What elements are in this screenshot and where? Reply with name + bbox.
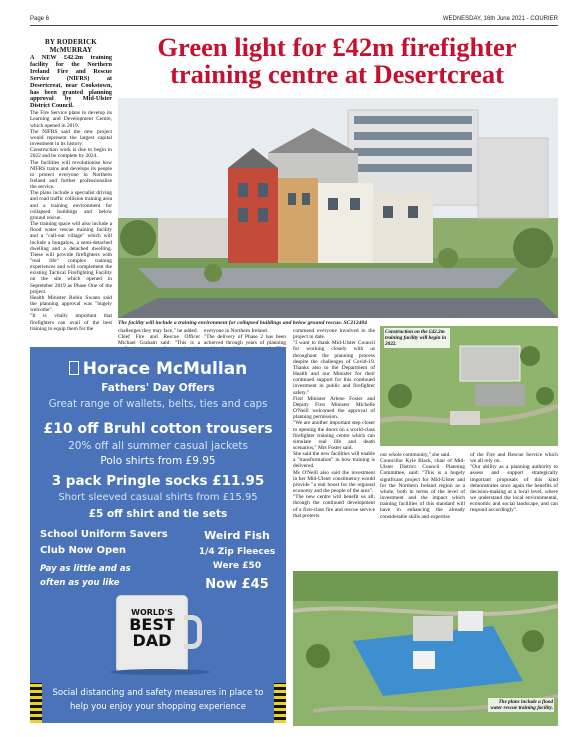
article-paragraph: The NIFRS said the new project would represent the largest capital investment in its history.	[30, 128, 112, 148]
advert-pay-line-2: often as you like	[40, 578, 120, 588]
advert-offer-trousers: £10 off Bruhl cotton trousers	[43, 421, 273, 437]
byline: BY RODERICK McMURRAY	[45, 38, 97, 54]
mug-text-best: BEST	[129, 615, 175, 634]
advert-offer-shirts: Short sleeved casual shirts from £15.95	[58, 492, 258, 503]
map-caption: Construction on the £42.2m training facility will begin in 2022.	[384, 328, 450, 348]
article-paragraph: Health Minister Robin Swann said the planning approval was "hugely welcome".	[30, 294, 112, 314]
article-paragraph: "The delivery of Phase 2 has been achieved through years of planning	[204, 334, 286, 347]
article-column-1	[30, 55, 112, 345]
advert-school-line-2: Club Now Open	[40, 545, 127, 556]
article-paragraph: The training space will also include a flood water rescue training facility and a "call-out village" which will include a bungalow, a semi-detached dwelling and a detached dwelling. These will provide firefighters with "real life" complex training experiences and will complement the existing Tactical Firefighting Facility on the site which opened in September 2019 as Phase One of the project.	[30, 221, 112, 295]
article-column-5	[380, 452, 465, 568]
article-column-4	[293, 328, 375, 568]
article-paragraph: Ms O'Neill also said the investment in her Mid-Ulster constituency would provide "a real boost for the regional economy and the people of the area".	[293, 469, 375, 495]
advert-school-line-1: School Uniform Savers	[40, 529, 168, 540]
article-paragraph: "Our ability as a planning authority to assess and support strategically important proposals of this kind demonstrates once again the benefits of decision-making at a local level, where we understand the local environmental, economic and social landscape, and can respond accordingly".	[470, 464, 558, 514]
dateline: WEDNESDAY, 16th June 2021 - COURIER	[442, 16, 558, 22]
mug-handle	[184, 615, 202, 649]
aerial-photo-caption: The plans include a flood water rescue training facility.	[488, 698, 554, 712]
advert-offer-tie-sets: £5 off shirt and tie sets	[88, 508, 228, 520]
worlds-best-dad-mug	[116, 595, 188, 673]
article-paragraph: everyone in Northern Ireland.	[204, 328, 269, 334]
article-paragraph: First Minister Arlene Foster and Deputy First Minister Michelle O'Neill welcomed the approval of planning permission.	[293, 395, 375, 421]
article-paragraph: challenges they may face," he added.	[118, 328, 198, 334]
page-header	[30, 16, 558, 26]
article-paragraph: She said the new facilities will enable a "transformation" in how training is delivered.	[293, 451, 375, 470]
article-paragraph: "I want to thank Mid-Ulster Council for working closely with us throughout the planning process despite the challenges of Covid-19. Thanks also to the Department of Health and our Minister for their continued support for this continued investment in public and firefighter safety."	[293, 340, 375, 396]
article-paragraph: Councillor Kyle Black, chair of Mid-Ulster District Council Planning Committee, said: "This is a hugely significant project for Mid-Ulster and for the Northern Ireland region as a whole, both in terms of the level of investment and the impact which training facilities of this standard will have in enhancing the already considerable skills and expertise	[380, 458, 465, 520]
article-column-3	[204, 328, 286, 348]
article-paragraph: "We are another important step closer to opening the doors on a world-class firefighter training centre which can simulate real life and death scenarios," Mrs Foster said.	[293, 420, 375, 451]
headline: Green light for £42m firefighter training centre at Desertcreat	[157, 32, 517, 89]
advert-pay-line-1: Pay as little and as	[40, 564, 131, 574]
mug-text-dad: DAD	[132, 631, 172, 650]
article-paragraph: "It is vitally important that firefighters can avail of the best training to equip them for the	[30, 313, 112, 332]
mug-text-worlds: WORLD'S	[131, 608, 173, 617]
advert-footer-line-2: help you enjoy your shopping experience	[70, 702, 246, 712]
advert-subtitle: Fathers' Day Offers	[101, 382, 215, 394]
article-paragraph: The plans include a specialist driving and road traffic collision training area and a training environment for collapsed buildings and below ground rescue.	[30, 190, 112, 221]
article-paragraph: "The new centre will benefit us all; through the continued development of a first-class fire and rescue service that protects	[293, 494, 375, 519]
article-paragraph: our whole community," she said.	[380, 452, 451, 458]
building-render-photo	[118, 98, 558, 318]
building-render-image	[118, 98, 558, 318]
article-column-6	[470, 452, 558, 568]
article-column-2	[118, 328, 200, 348]
mug-shadow	[110, 669, 210, 675]
advert-zip-fleeces: 1/4 Zip Fleeces	[198, 547, 276, 557]
advert-brand-text: Horace McMullan	[82, 359, 248, 379]
page-number: Page 6	[30, 16, 50, 22]
article-paragraph: commend everyone involved in the project to date.	[293, 328, 375, 341]
advert-tagline: Great range of wallets, belts, ties and caps	[48, 399, 268, 410]
advert-brand	[30, 359, 286, 379]
advert-now-price: Now £45	[205, 577, 269, 592]
article-paragraph: Construction work is due to begin in 2022 and be complete by 2024.	[30, 147, 112, 160]
clock-tower-icon	[69, 361, 79, 375]
article-paragraph: The facilities will revolutionise how NIFRS trains and develops its people to protect everyone in Northern Ireland and further professionalise the service.	[30, 159, 112, 191]
advert-weird-fish: Weird Fish	[204, 529, 270, 542]
horace-mcmullan-advert	[30, 347, 286, 723]
advert-were-price: Were £50	[212, 561, 262, 571]
advert-offer-socks: 3 pack Pringle socks £11.95	[51, 473, 265, 489]
main-photo-caption: The facility will include a training environment for collapsed buildings and below ground rescue. SC212404	[118, 320, 368, 326]
advert-footer-line-1: Social distancing and safety measures in place to	[52, 688, 264, 698]
advert-offer-jackets: 20% off all summer casual jackets	[68, 440, 248, 452]
advert-offer-polo: Polo shirts from £9.95	[100, 455, 216, 467]
article-paragraph: of the Fire and Rescue Service which we all rely on.	[470, 452, 558, 465]
article-lead: A NEW £42.2m training facility for the Northern Ireland Fire and Rescue Service (NIFRS) at Desertcreat, near Cookstown, has been granted planning approval by Mid-Ulster District Council.	[30, 55, 112, 110]
article-paragraph: Chief Fire and Rescue Officer Michael Graham said: "This is a	[118, 334, 200, 347]
article-paragraph: The Fire Service plans to develop its Learning and Development Centre, which opened in 2019.	[30, 110, 112, 129]
